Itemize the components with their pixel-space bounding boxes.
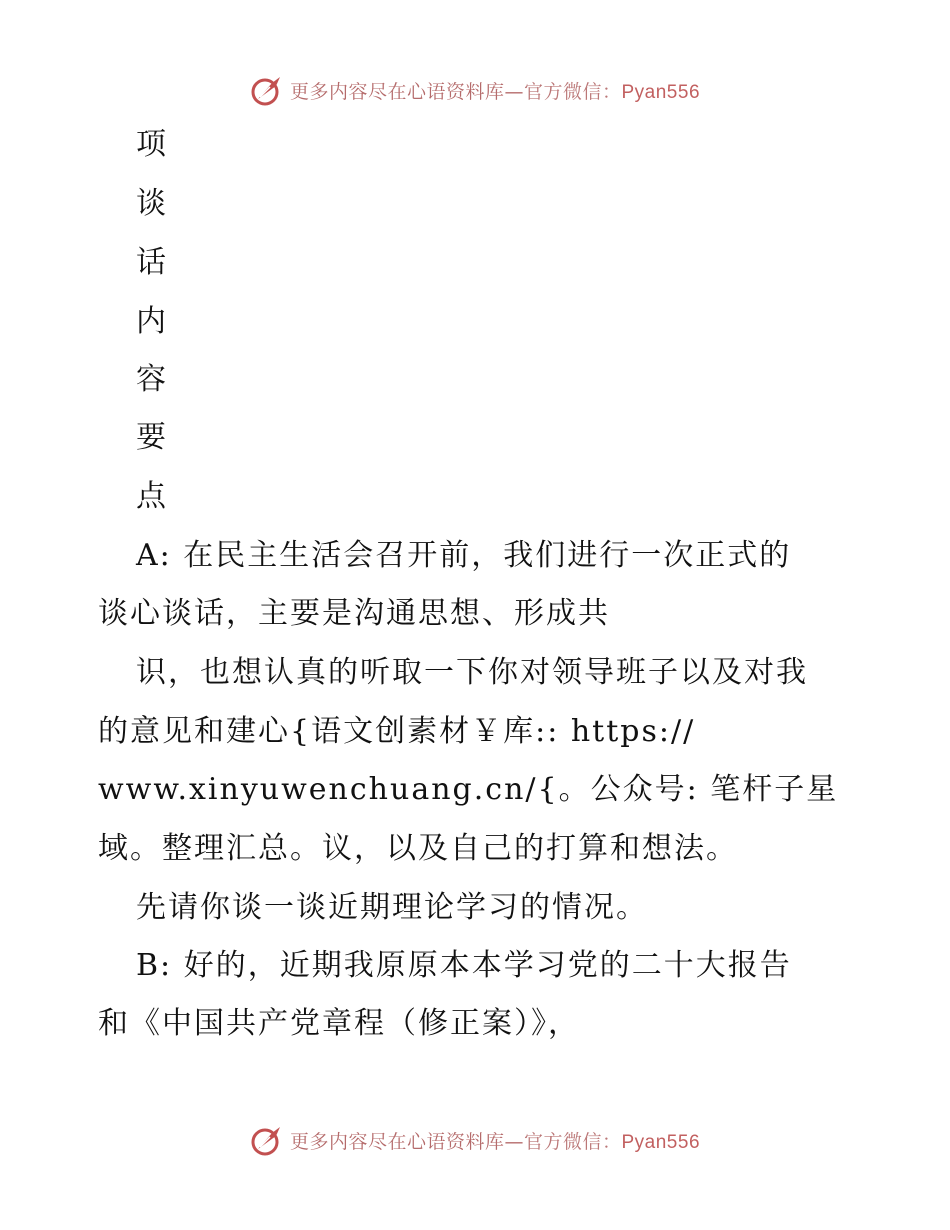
body-line: A: 在民主生活会召开前，我们进行一次正式的 [136, 538, 792, 573]
watermark-footer [0, 1120, 950, 1160]
heading-char: 容 [136, 362, 166, 397]
heading-char: 内 [136, 304, 166, 339]
body-line: 谈心谈话，主要是沟通思想、形成共 [98, 596, 610, 631]
body-line: 识，也想认真的听取一下你对领导班子以及对我 [136, 655, 808, 690]
watermark-header [0, 70, 950, 110]
body-line: 域。整理汇总。议，以及自己的打算和想法。 [98, 831, 738, 866]
body-line: 先请你谈一谈近期理论学习的情况。 [136, 890, 648, 925]
body-line: B: 好的，近期我原原本本学习党的二十大报告 [136, 948, 792, 983]
heading-char: 点 [136, 479, 166, 514]
heading-char: 话 [136, 245, 166, 280]
heading-char: 项 [136, 127, 166, 162]
body-line: 的意见和建心{语文创素材￥库:: https:// [98, 714, 696, 749]
body-line: 和《中国共产党章程（修正案）》， [98, 1006, 580, 1041]
body-line: www.xinyuwenchuang.cn/{。公众号: 笔杆子星 [98, 772, 839, 807]
heading-char: 要 [136, 420, 166, 455]
watermark-text: 更多内容尽在心语资料库—官方微信：Pyan556 [289, 80, 701, 103]
quill-pen-logo-icon [250, 1123, 284, 1157]
quill-pen-logo-icon [250, 73, 284, 107]
watermark-text: 更多内容尽在心语资料库—官方微信：Pyan556 [289, 1130, 701, 1153]
heading-char: 谈 [136, 186, 166, 221]
